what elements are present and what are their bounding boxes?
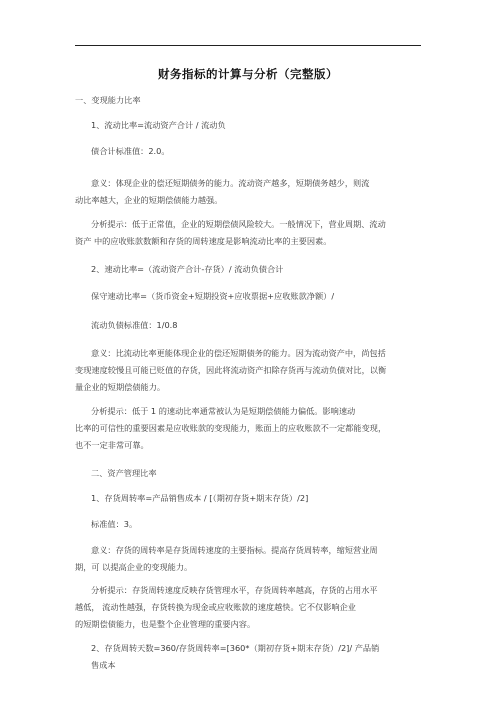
meaning-line: 意义：比流动比率更能体现企业的偿还短期债务的能力。因为流动资产中，尚包括 [91, 348, 386, 358]
inventory-turnover-analysis [75, 582, 378, 633]
meaning-line: 动比率越大，企业的短期偿债能力越强。 [75, 195, 223, 205]
quick-ratio-formula: 2、速动比率=（流动资产合计-存货）/ 流动负债合计 [91, 264, 284, 274]
analysis-line: 资产 中的应收账款数额和存货的周转速度是影响流动比率的主要因素。 [75, 236, 332, 246]
quick-ratio-analysis [75, 403, 386, 454]
current-ratio-formula: 1、流动比率=流动资产合计 / 流动负 [91, 120, 226, 130]
current-ratio-standard: 债合计标准值：2.0。 [91, 146, 170, 156]
analysis-line: 也不一定非常可靠。 [75, 440, 149, 450]
header-rule [75, 45, 421, 46]
formula-line: 2、存货周转天数=360/存货周转率=[360*（期初存货+期末存货）/2]/ 产品销 [91, 643, 380, 653]
conservative-quick-ratio: 保守速动比率=（货币资金+短期投资+应收票据+应收账款净额）/ [91, 291, 335, 301]
analysis-line: 分析提示：低于正常值，企业的短期偿债风险较大。一般情况下，营业周期、流动 [91, 219, 386, 229]
inventory-turnover-meaning [75, 542, 378, 576]
meaning-line: 意义：体现企业的偿还短期债务的能力。流动资产越多，短期债务越少，则流 [91, 178, 370, 188]
formula-line: 售成本 [91, 660, 116, 670]
analysis-line: 越低， 流动性越强，存货转换为现金或应收账款的速度越快。它不仅影响企业 [75, 602, 356, 612]
meaning-line: 期，可 以提高企业的变现能力。 [75, 562, 193, 572]
section-heading-liquidity: 一、变现能力比率 [75, 95, 141, 105]
analysis-line: 分析提示：低于 1 的速动比率通常被认为是短期偿债能力偏低。影响速动 [91, 406, 356, 416]
analysis-line: 的短期偿债能力，也是整个企业管理的重要内容。 [75, 619, 256, 629]
inventory-turnover-standard: 标准值：3。 [91, 519, 138, 529]
current-ratio-analysis [75, 216, 386, 250]
quick-ratio-meaning [75, 345, 386, 396]
meaning-line: 量企业的短期偿债能力。 [75, 382, 166, 392]
meaning-line: 变现速度较慢且可能已贬值的存货，因此将流动资产扣除存货再与流动负债对比，以衡 [75, 365, 387, 375]
document-title: 财务指标的计算与分析（完整版） [158, 67, 338, 81]
current-ratio-meaning [75, 175, 369, 209]
inventory-turnover-formula: 1、存货周转率=产品销售成本 / [（期初存货+期末存货）/2] [91, 493, 309, 503]
quick-ratio-standard: 流动负债标准值：1/0.8 [91, 320, 178, 330]
analysis-line: 分析提示：存货周转速度反映存货管理水平，存货周转率越高，存货的占用水平 [91, 585, 378, 595]
section-heading-asset-management: 二、资产管理比率 [91, 468, 157, 478]
analysis-line: 比率的可信性的重要因素是应收账款的变现能力，账面上的应收账款不一定都能变现， [75, 423, 387, 433]
meaning-line: 意义：存货的周转率是存货周转速度的主要指标。提高存货周转率，缩短营业周 [91, 545, 378, 555]
inventory-days-formula [91, 640, 379, 674]
